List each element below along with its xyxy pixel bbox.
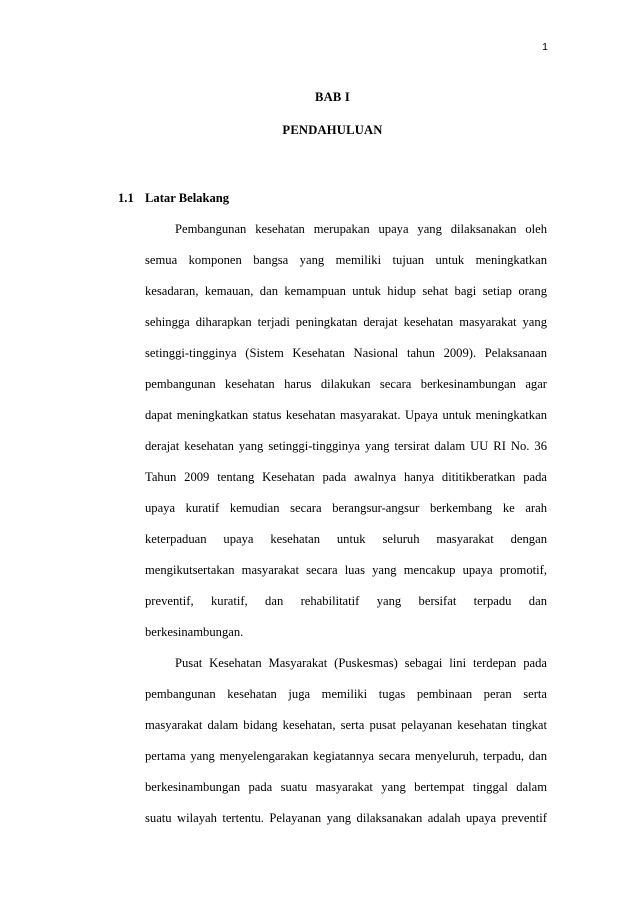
paragraph-line: pertama yang menyelengarakan kegiatannya secara menyeluruh, terpadu, dan <box>145 748 547 763</box>
paragraph-line: Pusat Kesehatan Masyarakat (Puskesmas) sebagai lini terdepan pada <box>175 655 547 670</box>
paragraph-line: kesadaran, kemauan, dan kemampuan untuk hidup sehat bagi setiap orang <box>145 283 547 298</box>
paragraph-line: Tahun 2009 tentang Kesehatan pada awalnya hanya dititikberatkan pada <box>145 469 547 484</box>
paragraph-line: semua komponen bangsa yang memiliki tujuan untuk meningkatkan <box>145 252 547 267</box>
paragraph-line: keterpaduan upaya kesehatan untuk seluruh masyarakat dengan <box>145 531 547 546</box>
paragraph-line: suatu wilayah tertentu. Pelayanan yang dilaksanakan adalah upaya preventif <box>145 810 547 825</box>
paragraph-line: derajat kesehatan yang setinggi-tingginya yang tersirat dalam UU RI No. 36 <box>145 438 547 453</box>
paragraph-line: setinggi-tingginya (Sistem Kesehatan Nasional tahun 2009). Pelaksanaan <box>145 345 547 360</box>
paragraph-line: masyarakat dalam bidang kesehatan, serta pusat pelayanan kesehatan tingkat <box>145 717 547 732</box>
page-number: 1 <box>542 41 548 53</box>
paragraph-line: pembangunan kesehatan juga memiliki tugas pembinaan peran serta <box>145 686 547 701</box>
paragraph-line: Pembangunan kesehatan merupakan upaya yang dilaksanakan oleh <box>175 221 547 236</box>
chapter-content <box>118 183 547 834</box>
section-number: 1.1 <box>118 190 134 205</box>
paragraph-2 <box>145 648 547 834</box>
paragraph-line: berkesinambungan pada suatu masyarakat yang bertempat tinggal dalam <box>145 779 547 794</box>
paragraph-line: mengikutsertakan masyarakat secara luas yang mencakup upaya promotif, <box>145 562 547 577</box>
paragraph-line: sehingga diharapkan terjadi peningkatan derajat kesehatan masyarakat yang <box>145 314 547 329</box>
chapter-label: BAB I <box>315 89 350 104</box>
paragraph-line: preventif, kuratif, dan rehabilitatif yang bersifat terpadu dan <box>145 593 547 608</box>
paragraph-line: berkesinambungan. <box>145 624 244 639</box>
paragraph-1 <box>145 214 547 648</box>
paragraph-line: dapat meningkatkan status kesehatan masyarakat. Upaya untuk meningkatkan <box>145 407 547 422</box>
section-title: Latar Belakang <box>145 190 230 205</box>
chapter-title: PENDAHULUAN <box>282 122 383 137</box>
section-heading <box>118 183 547 214</box>
paragraph-line: pembangunan kesehatan harus dilakukan secara berkesinambungan agar <box>145 376 547 391</box>
paragraph-line: upaya kuratif kemudian secara berangsur-angsur berkembang ke arah <box>145 500 547 515</box>
